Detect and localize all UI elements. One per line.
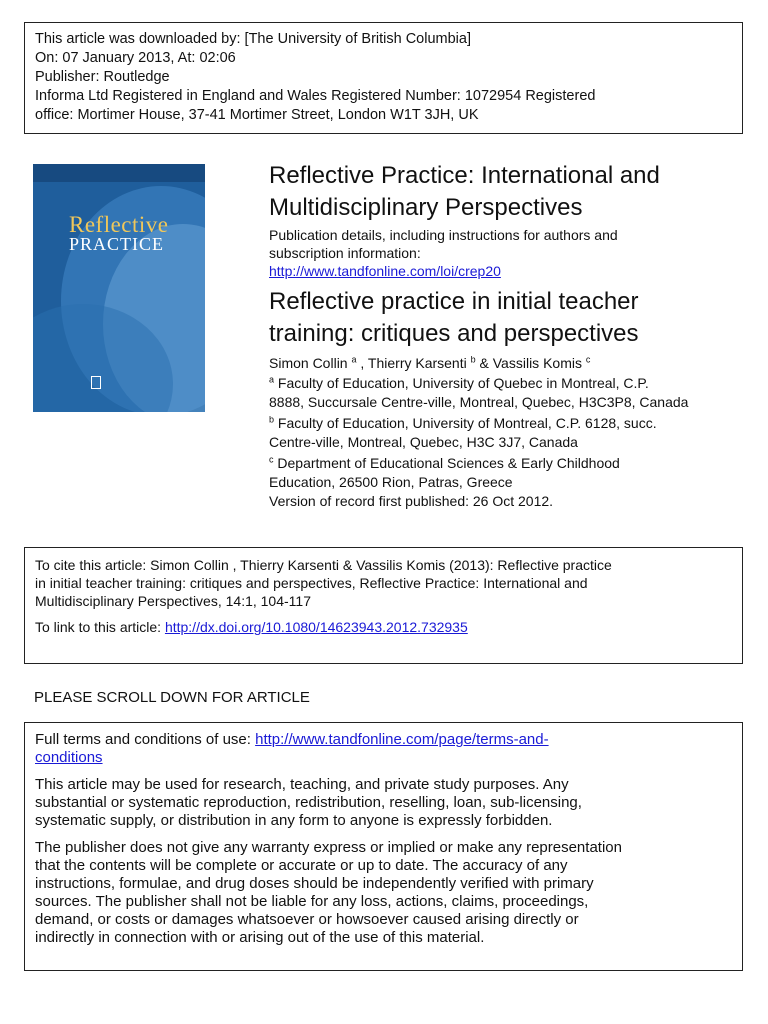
terms-paragraph: This article may be used for research, teaching, and private study purposes. Any substantial or systematic reproduction, redistribution, reselling, loan, sub-licensing, systematic supply, or distribution in any form to anyone is expressly forbidden. bbox=[35, 776, 582, 829]
author-name: Simon Collin bbox=[269, 355, 348, 371]
citation-box bbox=[24, 547, 743, 664]
publication-details: Publication details, including instructions for authors and subscription information: http://www.tandfonline.com/loi/crep20 bbox=[269, 226, 739, 280]
citation-line: Multidisciplinary Perspectives, 14:1, 104-117 bbox=[35, 593, 311, 609]
version-of-record: Version of record first published: 26 Oct 2012. bbox=[269, 493, 554, 509]
citation-line: To cite this article: Simon Collin , Thierry Karsenti & Vassilis Komis (2013): Reflective practice bbox=[35, 557, 612, 573]
affiliation: $^c$ Department of Educational Sciences & Early Childhood Education, 26500 Rion, Patras, Greece bbox=[269, 454, 620, 490]
cover-title-reflective: Reflective bbox=[69, 212, 169, 237]
terms-url-link-cont[interactable]: conditions bbox=[35, 749, 103, 766]
article-title: Reflective practice in initial teacher training: critiques and perspectives bbox=[269, 288, 639, 347]
publisher-logo-icon bbox=[91, 376, 101, 389]
article-link-row bbox=[35, 618, 732, 636]
download-notice-line: This article was downloaded by: [The University of British Columbia] bbox=[35, 31, 471, 47]
journal-info bbox=[269, 160, 739, 510]
affiliation: $^b$ Faculty of Education, University of Montreal, C.P. 6128, succ. Centre-ville, Montreal, Quebec, H3C 3J7, Canada bbox=[269, 414, 657, 450]
citation-line: in initial teacher training: critiques and perspectives, Reflective Practice: International and bbox=[35, 575, 588, 591]
terms-url-link[interactable]: http://www.tandfonline.com/page/terms-and- bbox=[255, 731, 549, 748]
download-notice-line: On: 07 January 2013, At: 02:06 bbox=[35, 50, 236, 66]
terms-box bbox=[24, 722, 743, 971]
terms-paragraph: The publisher does not give any warranty express or implied or make any representation that the contents will be complete or accurate or up to date. The accuracy of any instructions, formulae, and drug doses should be independently verified with primary sources. The publisher shall not be liable for any loss, actions, claims, proceedings, demand, or costs or damages whatsoever or howsoever caused arising directly or indirectly in connection with or arising out of the use of this material. bbox=[35, 839, 622, 946]
terms-intro: Full terms and conditions of use: http://www.tandfonline.com/page/terms-and- conditions bbox=[35, 731, 732, 767]
cover-title-practice: PRACTICE bbox=[69, 234, 165, 254]
journal-url-link[interactable]: http://www.tandfonline.com/loi/crep20 bbox=[269, 263, 501, 279]
scroll-notice: PLEASE SCROLL DOWN FOR ARTICLE bbox=[34, 689, 310, 706]
download-notice-line: Informa Ltd Registered in England and Wales Registered Number: 1072954 Registered bbox=[35, 88, 596, 104]
article-link-label: To link to this article: bbox=[35, 619, 165, 635]
cover-top-band bbox=[33, 164, 205, 182]
author-list: Simon Collin $^a$ , Thierry Karsenti $^b$ & Vassilis Komis $^c$ bbox=[269, 354, 591, 371]
download-notice-box bbox=[24, 22, 743, 134]
affiliation: $^a$ Faculty of Education, University of Quebec in Montreal, C.P. 8888, Succursale Centre-ville, Montreal, Quebec, H3C3P8, Canada bbox=[269, 374, 689, 410]
journal-cover-image bbox=[33, 164, 205, 412]
download-notice-line: Publisher: Routledge bbox=[35, 69, 170, 85]
doi-link[interactable]: http://dx.doi.org/10.1080/14623943.2012.732935 bbox=[164, 619, 468, 635]
journal-title: Reflective Practice: International and Multidisciplinary Perspectives bbox=[269, 162, 660, 221]
download-notice-line: office: Mortimer House, 37-41 Mortimer Street, London W1T 3JH, UK bbox=[35, 107, 479, 123]
